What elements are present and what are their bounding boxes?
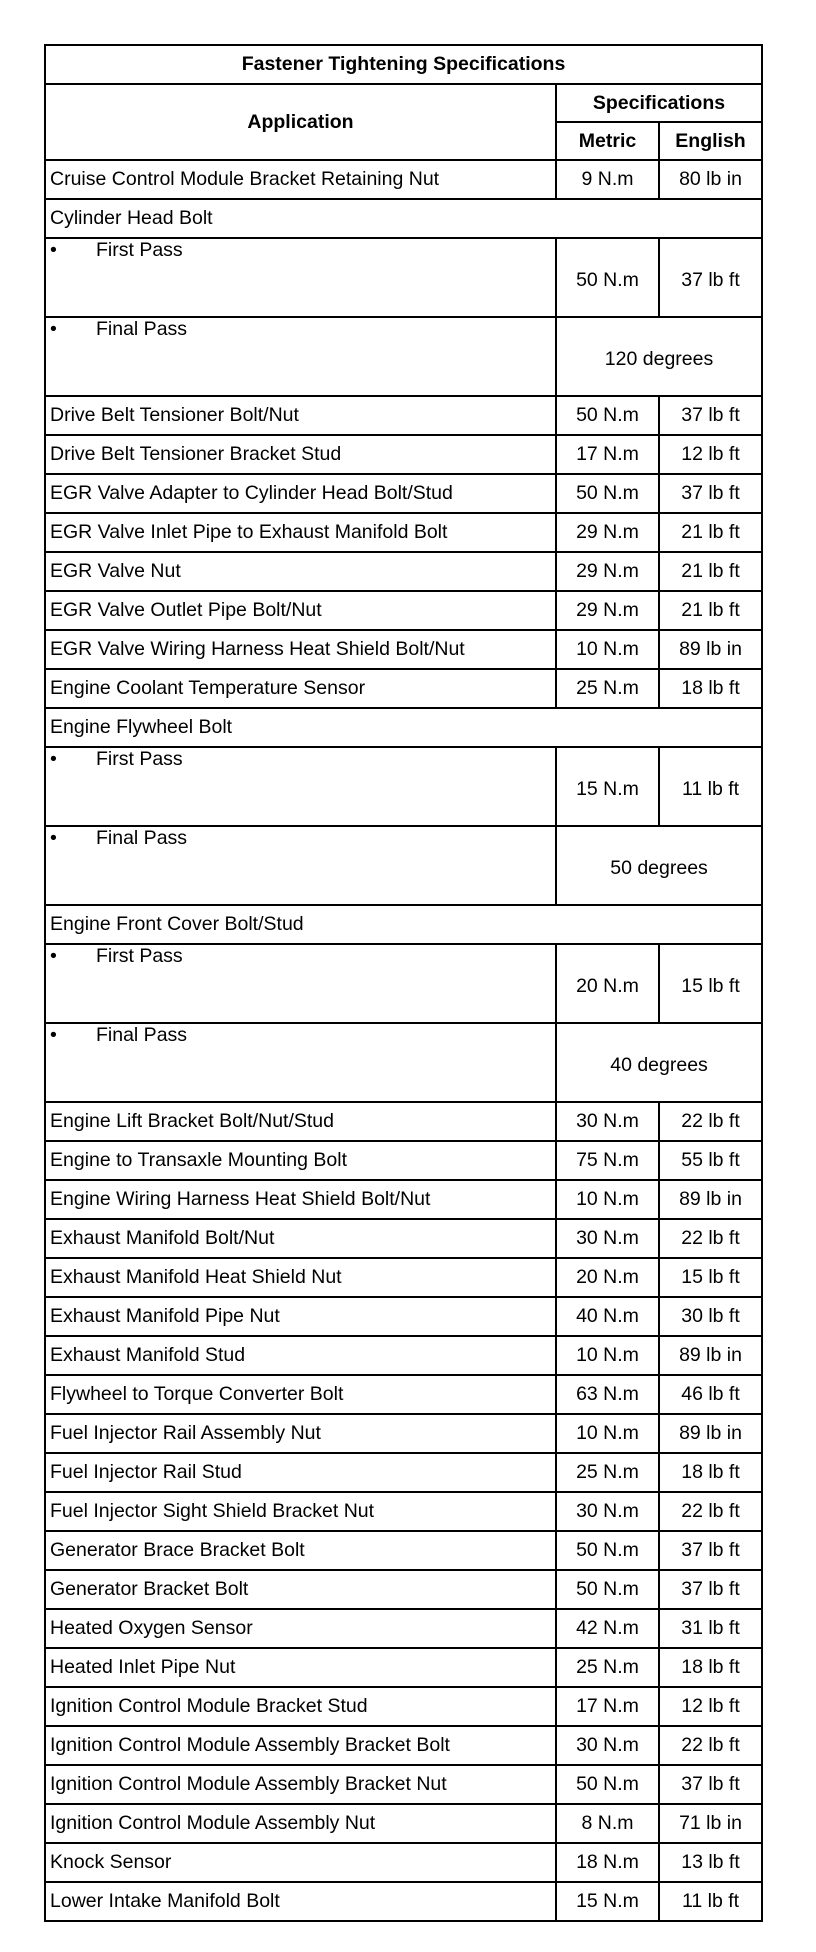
english-cell: 21 lb ft [659,591,762,630]
bullet-icon: • [50,318,57,340]
english-cell: 21 lb ft [659,513,762,552]
table-row [45,591,762,630]
application-cell: Engine Flywheel Bolt [45,708,762,747]
application-cell: EGR Valve Adapter to Cylinder Head Bolt/Stud [45,474,556,513]
english-cell: 30 lb ft [659,1297,762,1336]
application-cell: Drive Belt Tensioner Bolt/Nut [45,396,556,435]
table-row [45,1687,762,1726]
application-cell: Fuel Injector Sight Shield Bracket Nut [45,1492,556,1531]
english-header: English [659,122,762,160]
metric-cell: 29 N.m [556,591,659,630]
table-row [45,1297,762,1336]
table-row [45,1414,762,1453]
table-row [45,1531,762,1570]
merged-spec-cell: 40 degrees [556,1023,762,1102]
bullet-icon: • [50,239,57,261]
fastener-spec-table [44,44,763,1922]
metric-cell: 17 N.m [556,435,659,474]
metric-cell: 17 N.m [556,1687,659,1726]
metric-cell: 63 N.m [556,1375,659,1414]
pass-label: Final Pass [96,1024,188,1046]
application-cell: Ignition Control Module Bracket Stud [45,1687,556,1726]
english-cell: 22 lb ft [659,1726,762,1765]
application-cell: Lower Intake Manifold Bolt [45,1882,556,1921]
table-row [45,669,762,708]
table-row [45,1492,762,1531]
bullet-icon: • [50,1024,57,1046]
application-cell: Ignition Control Module Assembly Bracket Nut [45,1765,556,1804]
application-cell: EGR Valve Nut [45,552,556,591]
table-row [45,944,762,1023]
table-row [45,630,762,669]
metric-cell: 8 N.m [556,1804,659,1843]
metric-cell: 10 N.m [556,1336,659,1375]
english-cell: 22 lb ft [659,1102,762,1141]
specifications-header: Specifications [556,84,762,122]
application-cell: Engine Front Cover Bolt/Stud [45,905,762,944]
application-cell: EGR Valve Wiring Harness Heat Shield Bolt/Nut [45,630,556,669]
metric-cell: 30 N.m [556,1492,659,1531]
english-cell: 37 lb ft [659,1570,762,1609]
application-cell: Engine Lift Bracket Bolt/Nut/Stud [45,1102,556,1141]
application-cell [45,826,556,905]
metric-cell: 30 N.m [556,1219,659,1258]
application-cell: Cruise Control Module Bracket Retaining Nut [45,160,556,199]
metric-cell: 30 N.m [556,1726,659,1765]
table-row [45,1648,762,1687]
english-cell: 18 lb ft [659,669,762,708]
english-cell: 13 lb ft [659,1843,762,1882]
application-cell [45,944,556,1023]
application-cell: Engine Wiring Harness Heat Shield Bolt/Nut [45,1180,556,1219]
table-row [45,1843,762,1882]
application-cell [45,317,556,396]
application-cell: Drive Belt Tensioner Bracket Stud [45,435,556,474]
metric-cell: 50 N.m [556,238,659,317]
metric-cell: 18 N.m [556,1843,659,1882]
metric-cell: 29 N.m [556,513,659,552]
english-cell: 71 lb in [659,1804,762,1843]
english-cell: 11 lb ft [659,1882,762,1921]
table-row [45,317,762,396]
application-cell: Ignition Control Module Assembly Bracket Bolt [45,1726,556,1765]
english-cell: 18 lb ft [659,1453,762,1492]
table-row [45,1258,762,1297]
table-row [45,435,762,474]
merged-spec-cell: 120 degrees [556,317,762,396]
metric-cell: 42 N.m [556,1609,659,1648]
bullet-icon: • [50,748,57,770]
english-cell: 37 lb ft [659,1765,762,1804]
english-cell: 22 lb ft [659,1219,762,1258]
table-row [45,905,762,944]
metric-cell: 10 N.m [556,1180,659,1219]
english-cell: 37 lb ft [659,474,762,513]
table-title: Fastener Tightening Specifications [45,45,762,84]
table-row [45,1765,762,1804]
application-cell: EGR Valve Outlet Pipe Bolt/Nut [45,591,556,630]
table-row [45,552,762,591]
metric-cell: 50 N.m [556,396,659,435]
table-row [45,1102,762,1141]
metric-header: Metric [556,122,659,160]
application-cell: Generator Bracket Bolt [45,1570,556,1609]
table-row [45,238,762,317]
metric-cell: 10 N.m [556,1414,659,1453]
table-row [45,1023,762,1102]
table-row [45,747,762,826]
english-cell: 55 lb ft [659,1141,762,1180]
application-cell: Exhaust Manifold Pipe Nut [45,1297,556,1336]
table-row [45,1726,762,1765]
pass-label: First Pass [96,239,183,261]
bullet-icon: • [50,827,57,849]
bullet-icon: • [50,945,57,967]
table-row [45,474,762,513]
pass-label: First Pass [96,945,183,967]
metric-cell: 30 N.m [556,1102,659,1141]
application-cell: Fuel Injector Rail Assembly Nut [45,1414,556,1453]
english-cell: 37 lb ft [659,238,762,317]
metric-cell: 9 N.m [556,160,659,199]
english-cell: 89 lb in [659,1414,762,1453]
metric-cell: 75 N.m [556,1141,659,1180]
english-cell: 37 lb ft [659,396,762,435]
metric-cell: 29 N.m [556,552,659,591]
application-cell [45,1023,556,1102]
application-cell: Exhaust Manifold Bolt/Nut [45,1219,556,1258]
english-cell: 89 lb in [659,630,762,669]
english-cell: 22 lb ft [659,1492,762,1531]
application-cell: Engine Coolant Temperature Sensor [45,669,556,708]
pass-label: Final Pass [96,827,188,849]
application-cell: Ignition Control Module Assembly Nut [45,1804,556,1843]
table-row [45,1453,762,1492]
english-cell: 12 lb ft [659,1687,762,1726]
metric-cell: 25 N.m [556,669,659,708]
application-cell: Engine to Transaxle Mounting Bolt [45,1141,556,1180]
application-header: Application [45,84,556,160]
application-cell: Heated Inlet Pipe Nut [45,1648,556,1687]
english-cell: 37 lb ft [659,1531,762,1570]
metric-cell: 50 N.m [556,474,659,513]
table-row [45,160,762,199]
application-cell: Cylinder Head Bolt [45,199,762,238]
metric-cell: 50 N.m [556,1765,659,1804]
metric-cell: 50 N.m [556,1531,659,1570]
table-row [45,1141,762,1180]
merged-spec-cell: 50 degrees [556,826,762,905]
english-cell: 18 lb ft [659,1648,762,1687]
english-cell: 21 lb ft [659,552,762,591]
application-cell: Flywheel to Torque Converter Bolt [45,1375,556,1414]
metric-cell: 20 N.m [556,1258,659,1297]
application-cell: Heated Oxygen Sensor [45,1609,556,1648]
english-cell: 11 lb ft [659,747,762,826]
table-row [45,199,762,238]
table-row [45,1180,762,1219]
metric-cell: 15 N.m [556,1882,659,1921]
english-cell: 15 lb ft [659,1258,762,1297]
metric-cell: 15 N.m [556,747,659,826]
english-cell: 31 lb ft [659,1609,762,1648]
english-cell: 89 lb in [659,1180,762,1219]
table-row [45,1804,762,1843]
metric-cell: 40 N.m [556,1297,659,1336]
application-cell [45,238,556,317]
application-cell: EGR Valve Inlet Pipe to Exhaust Manifold Bolt [45,513,556,552]
table-row [45,708,762,747]
table-row [45,396,762,435]
pass-label: First Pass [96,748,183,770]
application-cell [45,747,556,826]
application-cell: Exhaust Manifold Stud [45,1336,556,1375]
table-row [45,826,762,905]
table-row [45,513,762,552]
table-row [45,1882,762,1921]
english-cell: 46 lb ft [659,1375,762,1414]
english-cell: 12 lb ft [659,435,762,474]
english-cell: 80 lb in [659,160,762,199]
table-body [45,160,762,1921]
application-cell: Generator Brace Bracket Bolt [45,1531,556,1570]
table-row [45,1375,762,1414]
metric-cell: 50 N.m [556,1570,659,1609]
application-cell: Fuel Injector Rail Stud [45,1453,556,1492]
table-row [45,1219,762,1258]
pass-label: Final Pass [96,318,188,340]
metric-cell: 20 N.m [556,944,659,1023]
metric-cell: 10 N.m [556,630,659,669]
metric-cell: 25 N.m [556,1648,659,1687]
application-cell: Knock Sensor [45,1843,556,1882]
table-row [45,1609,762,1648]
table-row [45,1570,762,1609]
metric-cell: 25 N.m [556,1453,659,1492]
application-cell: Exhaust Manifold Heat Shield Nut [45,1258,556,1297]
english-cell: 89 lb in [659,1336,762,1375]
table-row [45,1336,762,1375]
english-cell: 15 lb ft [659,944,762,1023]
